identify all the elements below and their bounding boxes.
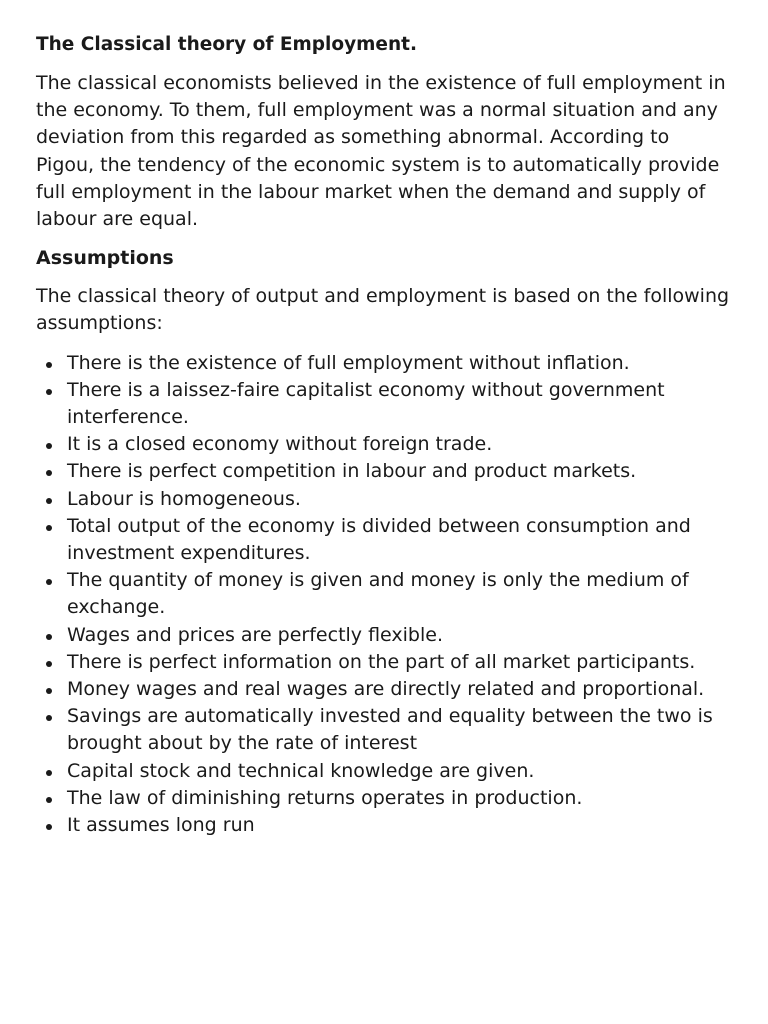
bullet-icon <box>46 770 52 776</box>
list-item-text: It assumes long run <box>67 814 255 837</box>
list-item <box>36 567 732 621</box>
bullet-icon <box>46 797 52 803</box>
bullet-icon <box>46 498 52 504</box>
list-item <box>36 622 732 649</box>
list-item-text: Savings are automatically invested and equality between the two is brought about by the rate of interest <box>67 705 713 755</box>
bullet-icon <box>46 362 52 368</box>
list-item <box>36 649 732 676</box>
bullet-icon <box>46 525 52 531</box>
assumptions-intro: The classical theory of output and employment is based on the following assumptions: <box>36 285 730 335</box>
list-item-text: Capital stock and technical knowledge are given. <box>67 759 535 782</box>
document-title: The Classical theory of Employment. <box>36 34 418 55</box>
list-item-text: Wages and prices are perfectly flexible. <box>67 623 443 646</box>
list-item-text: It is a closed economy without foreign trade. <box>67 433 493 456</box>
list-item <box>36 758 732 785</box>
list-item-text: There is the existence of full employment without inflation. <box>67 351 630 374</box>
list-item-text: The quantity of money is given and money is only the medium of exchange. <box>67 569 689 619</box>
list-item-text: Money wages and real wages are directly related and proportional. <box>67 678 705 701</box>
list-item-text: There is perfect information on the part of all market participants. <box>67 650 696 673</box>
bullet-icon <box>46 824 52 830</box>
bullet-icon <box>46 715 52 721</box>
list-item <box>36 486 732 513</box>
list-item-text: There is perfect competition in labour and product markets. <box>67 460 637 483</box>
list-item <box>36 785 732 812</box>
list-item-text: Labour is homogeneous. <box>67 487 301 510</box>
list-item <box>36 350 732 377</box>
list-item <box>36 676 732 703</box>
list-item <box>36 513 732 567</box>
assumptions-heading: Assumptions <box>36 247 174 270</box>
bullet-icon <box>46 443 52 449</box>
bullet-icon <box>46 634 52 640</box>
intro-paragraph: The classical economists believed in the existence of full employment in the economy. To them, full employment was a normal situation and any deviation from this regarded as something abnormal. According to Pigou, the tendency of the economic system is to automatically provide full employment in the labour market when the demand and supply of labour are equal. <box>36 72 726 231</box>
list-item <box>36 703 732 757</box>
list-item-text: There is a laissez-faire capitalist economy without government interference. <box>67 378 665 429</box>
list-item-text: Total output of the economy is divided between consumption and investment expenditures. <box>67 514 691 565</box>
list-item <box>36 431 732 458</box>
bullet-icon <box>46 688 52 694</box>
list-item <box>36 377 732 431</box>
list-item <box>36 458 732 485</box>
list-item <box>36 812 732 839</box>
bullet-icon <box>46 470 52 476</box>
bullet-icon <box>46 579 52 585</box>
assumptions-list <box>36 350 732 840</box>
list-item-text: The law of diminishing returns operates in production. <box>67 786 583 809</box>
bullet-icon <box>46 661 52 667</box>
bullet-icon <box>46 389 52 395</box>
